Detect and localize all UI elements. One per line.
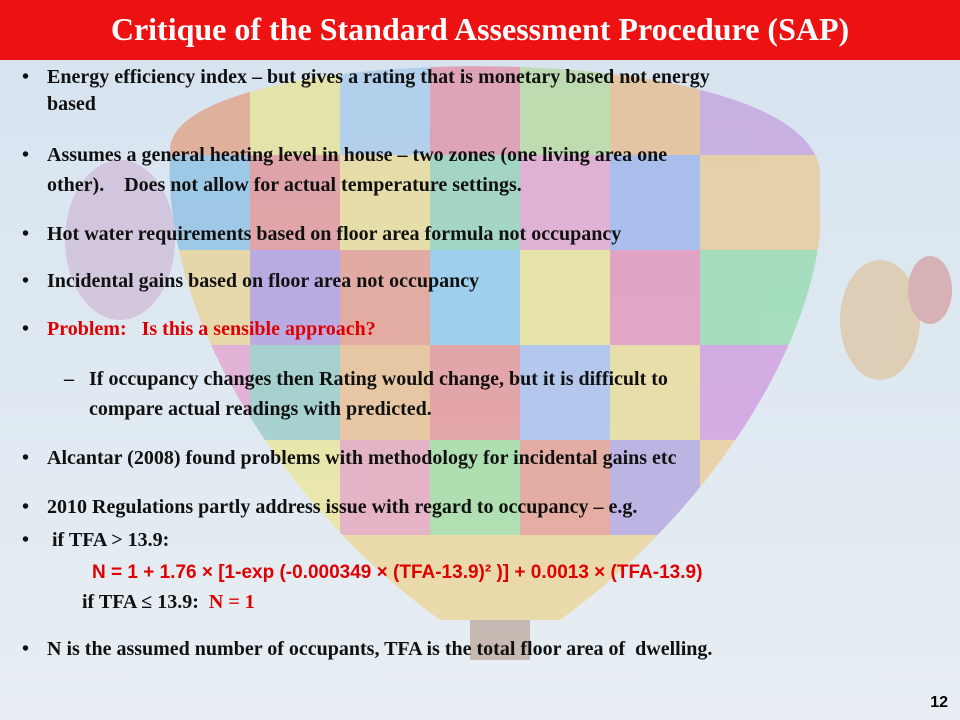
- bullet-marker: •: [22, 318, 30, 340]
- bullet-marker: •: [22, 447, 30, 469]
- sub-bullet-line-2: compare actual readings with predicted.: [89, 398, 432, 420]
- sub-bullet-marker: –: [64, 368, 74, 390]
- bullet-1-line-1: Energy efficiency index – but gives a rating that is monetary based not energy: [47, 66, 710, 88]
- bullet-marker: •: [22, 223, 30, 245]
- sub-bullet-line-1: If occupancy changes then Rating would change, but it is difficult to: [89, 368, 668, 390]
- tfa-condition-prefix: if TFA ≤ 13.9:: [82, 591, 209, 613]
- bullet-marker: •: [22, 144, 30, 166]
- bullet-9-line-1: N is the assumed number of occupants, TFA is the total floor area of dwelling.: [47, 638, 713, 660]
- bullet-4-line-1: Incidental gains based on floor area not occupancy: [47, 270, 480, 292]
- page-number: 12: [930, 694, 948, 711]
- problem-question: Problem: Is this a sensible approach?: [47, 318, 376, 340]
- slide-title: Critique of the Standard Assessment Procedure (SAP): [110, 11, 850, 47]
- bullet-marker: •: [22, 496, 30, 518]
- bullet-7-line-1: 2010 Regulations partly address issue with regard to occupancy – e.g.: [47, 496, 638, 518]
- bullet-6-line-1: Alcantar (2008) found problems with methodology for incidental gains etc: [47, 447, 677, 469]
- bullet-2-line-1: Assumes a general heating level in house – two zones (one living area one: [47, 144, 668, 166]
- occupancy-formula: N = 1 + 1.76 × [1-exp (-0.000349 × (TFA-13.9)² )] + 0.0013 × (TFA-13.9): [92, 562, 703, 583]
- bullet-marker: •: [22, 638, 30, 660]
- bullet-marker: •: [22, 66, 30, 88]
- bullet-1-line-2: based: [47, 93, 96, 115]
- bullet-3-line-1: Hot water requirements based on floor area formula not occupancy: [47, 223, 622, 245]
- bullet-marker: •: [22, 270, 30, 292]
- bullet-marker: •: [22, 529, 30, 551]
- bullet-2-line-2: other). Does not allow for actual temperature settings.: [47, 174, 522, 196]
- tfa-condition-value: N = 1: [208, 591, 255, 613]
- bullet-8-line-1: if TFA > 13.9:: [47, 529, 170, 551]
- tfa-condition: [82, 589, 255, 616]
